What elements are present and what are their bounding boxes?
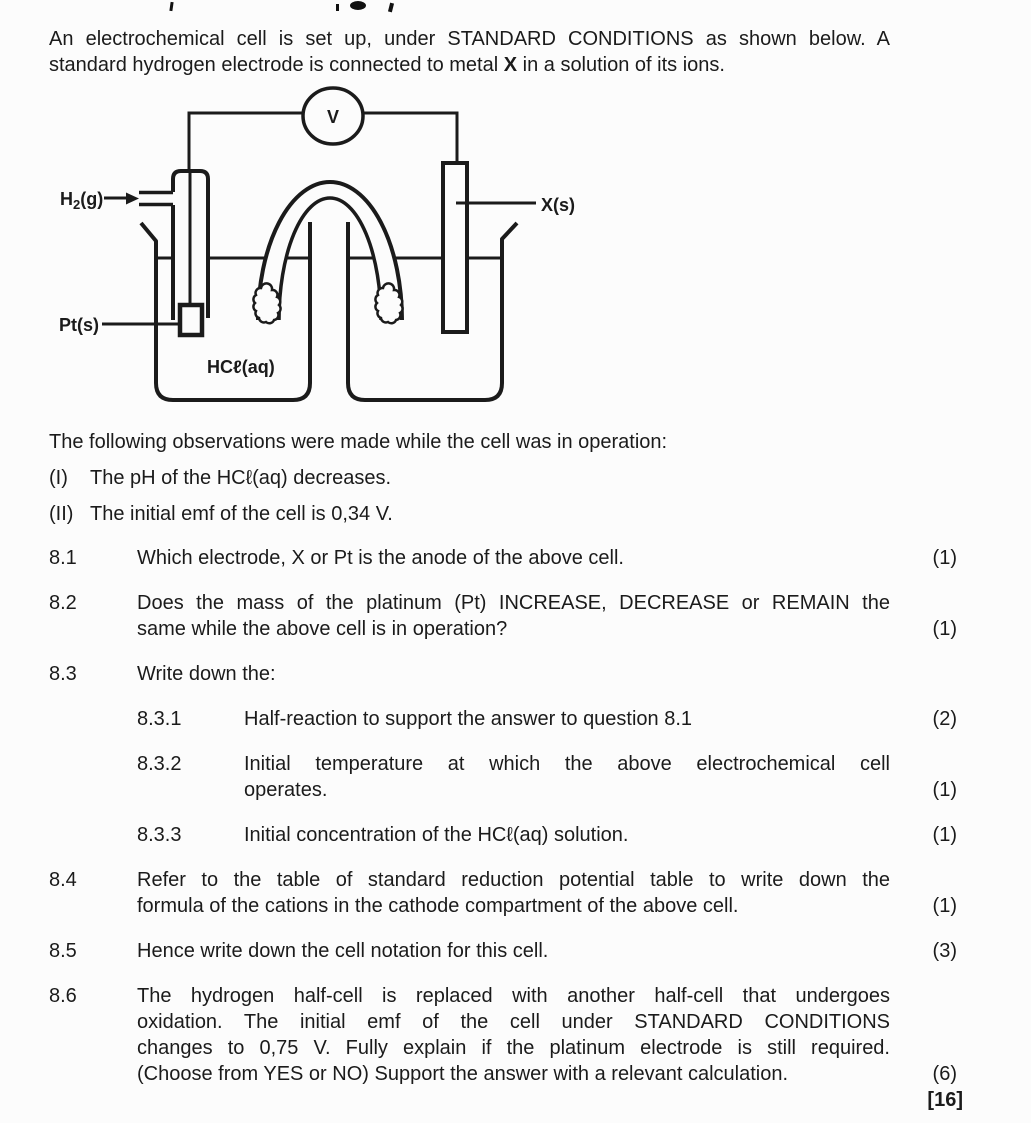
question-text [244, 751, 890, 803]
question-marks-cell [890, 545, 957, 571]
question-text [137, 983, 890, 1087]
question-text-line: oxidation. The initial emf of the cell under STANDARD CONDITIONS [137, 1011, 890, 1033]
question-text-line: The hydrogen half-cell is replaced with another half-cell that undergoes [137, 985, 890, 1007]
intro-line-2: standard hydrogen electrode is connected to metal X in a solution of its ions. [49, 54, 725, 76]
question-number: 8.3.1 [137, 708, 182, 730]
question-text-line: same while the above cell is in operation? [137, 618, 508, 640]
question-text-line: Initial concentration of the HCℓ(aq) solution. [244, 824, 629, 846]
observation-item-1 [49, 465, 890, 491]
observation-text: The pH of the HCℓ(aq) decreases. [90, 467, 392, 489]
question-marks-cell [890, 616, 957, 642]
pt-label: Pt(s) [59, 315, 99, 335]
question-marks: (3) [932, 940, 957, 962]
question-number: 8.3.3 [137, 824, 182, 846]
question-text-line: Half-reaction to support the answer to question 8.1 [244, 708, 693, 730]
observation-item-2 [49, 501, 890, 527]
question-row [49, 867, 957, 919]
question-text [137, 661, 890, 687]
question-marks: (1) [932, 824, 957, 846]
observation-numeral: (II) [49, 503, 74, 525]
question-marks: (2) [932, 708, 957, 730]
metal-x-emphasis: X [503, 54, 518, 76]
question-text [137, 867, 890, 919]
question-marks: (1) [932, 547, 957, 569]
x-electrode [443, 163, 467, 332]
question-text [137, 590, 890, 642]
question-indent-spacer [49, 822, 137, 848]
question-row [49, 938, 957, 964]
question-number: 8.1 [49, 547, 77, 569]
question-text-line: (Choose from YES or NO) Support the answer with a relevant calculation. [137, 1063, 789, 1085]
question-text [244, 822, 890, 848]
question-row [49, 590, 957, 642]
question-number: 8.4 [49, 869, 77, 891]
question-marks: (1) [932, 618, 957, 640]
question-row [49, 822, 957, 848]
question-indent-spacer [49, 751, 137, 803]
observation-numeral: (I) [49, 467, 68, 489]
x-label: X(s) [541, 195, 576, 215]
question-text-line: Initial temperature at which the above electrochemical cell [244, 753, 890, 775]
question-text-line: Which electrode, X or Pt is the anode of the above cell. [137, 547, 624, 569]
question-text-line: Hence write down the cell notation for this cell. [137, 940, 549, 962]
total-marks: [16] [927, 1089, 963, 1111]
question-marks-cell [890, 1061, 963, 1113]
question-marks-cell [890, 938, 957, 964]
question-text [137, 938, 890, 964]
question-text-line: Does the mass of the platinum (Pt) INCREASE, DECREASE or REMAIN the [137, 592, 890, 614]
observations-intro: The following observations were made while the cell was in operation: [49, 431, 668, 453]
question-text-line: changes to 0,75 V. Fully explain if the platinum electrode is still required. [137, 1037, 890, 1059]
question-text [137, 545, 890, 571]
question-text [244, 706, 890, 732]
question-row [49, 751, 957, 803]
question-number: 8.2 [49, 592, 77, 614]
question-marks: (1) [932, 779, 957, 801]
question-number: 8.3.2 [137, 753, 182, 775]
question-row [49, 545, 957, 571]
question-marks-cell [890, 777, 957, 803]
question-number: 8.5 [49, 940, 77, 962]
intro-line-1: An electrochemical cell is set up, under STANDARD CONDITIONS as shown below. A [49, 28, 890, 50]
question-indent-spacer [49, 706, 137, 732]
questions-list [49, 545, 963, 1111]
question-row [49, 706, 957, 732]
question-marks-cell [890, 893, 957, 919]
h2-flow-arrowhead [126, 193, 139, 205]
question-marks-cell [890, 706, 957, 732]
voltmeter-label: V [326, 107, 340, 127]
question-number: 8.6 [49, 985, 77, 1007]
observation-text: The initial emf of the cell is 0,34 V. [90, 503, 393, 525]
question-text-line: Refer to the table of standard reduction potential table to write down the [137, 869, 890, 891]
h2-gas-label: $H_2(g)$ [60, 189, 104, 212]
question-text-line: operates. [244, 779, 328, 801]
wire-right [362, 113, 457, 166]
question-marks-cell [890, 822, 957, 848]
question-number: 8.3 [49, 663, 77, 685]
pt-electrode [180, 305, 202, 335]
question-text-line: Write down the: [137, 663, 276, 685]
h2-inlet-pipe [139, 193, 173, 205]
question-marks: (6) [932, 1063, 957, 1085]
question-text-line: formula of the cations in the cathode compartment of the above cell. [137, 895, 739, 917]
solution-label: HCℓ(aq) [207, 357, 275, 377]
question-row [49, 661, 957, 687]
question-row [49, 983, 963, 1111]
question-marks: (1) [932, 895, 957, 917]
